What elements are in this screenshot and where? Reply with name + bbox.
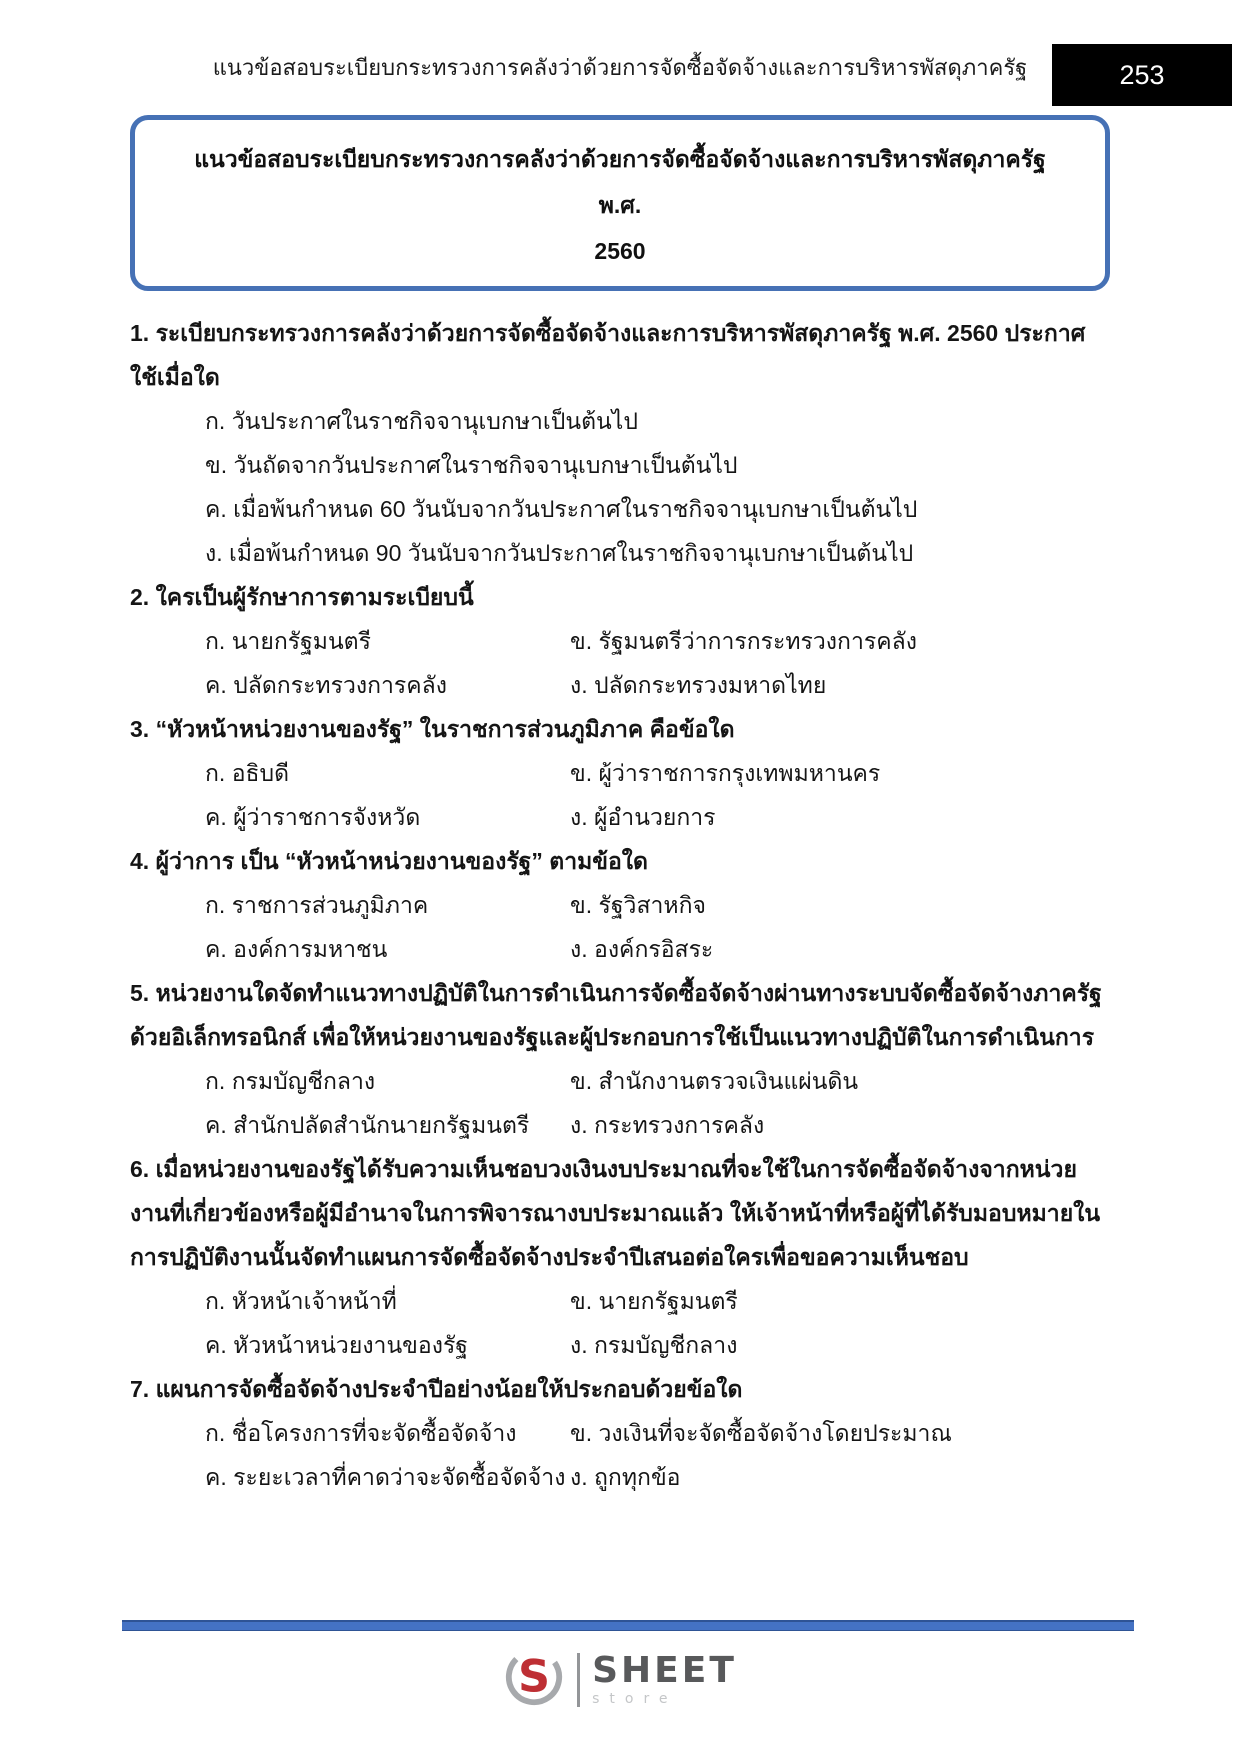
- question-stem: 6. เมื่อหน่วยงานของรัฐได้รับความเห็นชอบวงเงินงบประมาณที่จะใช้ในการจัดซื้อจัดจ้างจากหน่วยงานที่เกี่ยวข้องหรือผู้มีอำนาจในการพิจารณางบประมาณแล้ว ให้เจ้าหน้าที่หรือผู้ที่ได้รับมอบหมายในการปฏิบัติงานนั้นจัดทำแผนการจัดซื้อจัดจ้างประจำปีเสนอต่อใครเพื่อขอความเห็นชอบ: [130, 1156, 1101, 1270]
- choice-item: ง. ผู้อำนวยการ: [570, 804, 716, 830]
- choice-row: [205, 1411, 1108, 1455]
- choice-item: ง. ถูกทุกข้อ: [570, 1464, 681, 1490]
- question-block: [130, 1367, 1108, 1499]
- choice-row: [205, 1279, 1108, 1323]
- choice-item: ง. ปลัดกระทรวงมหาดไทย: [570, 672, 827, 698]
- question-block: [130, 707, 1108, 839]
- question-block: [130, 311, 1108, 575]
- choice-item: ค. ผู้ว่าราชการจังหวัด: [205, 804, 421, 830]
- question-block: [130, 971, 1108, 1147]
- question-stem: 5. หน่วยงานใดจัดทำแนวทางปฏิบัติในการดำเนินการจัดซื้อจัดจ้างผ่านทางระบบจัดซื้อจัดจ้างภาครัฐด้วยอิเล็กทรอนิกส์ เพื่อให้หน่วยงานของรัฐและผู้ประกอบการใช้เป็นแนวทางปฏิบัติในการดำเนินการ: [130, 980, 1102, 1050]
- choice-item: ข. วงเงินที่จะจัดซื้อจัดจ้างโดยประมาณ: [570, 1420, 952, 1446]
- running-header: แนวข้อสอบระเบียบกระทรวงการคลังว่าด้วยการจัดซื้อจัดจ้างและการบริหารพัสดุภาครัฐ: [212, 55, 1028, 80]
- choice-item: ก. นายกรัฐมนตรี: [205, 628, 371, 654]
- choice-row: [205, 1059, 1108, 1103]
- choice-row: [205, 619, 1108, 663]
- choice-row: [205, 1455, 1108, 1499]
- sheet-store-logo-icon: [503, 1646, 565, 1713]
- svg-text:S: S: [518, 1650, 551, 1703]
- question-block: [130, 1147, 1108, 1367]
- choice-item: ง. กระทรวงการคลัง: [570, 1112, 765, 1138]
- choice-item: ง. องค์กรอิสระ: [570, 936, 714, 962]
- choice-item: ข. ผู้ว่าราชการกรุงเทพมหานคร: [570, 760, 881, 786]
- title-box: [130, 115, 1110, 291]
- choice-item: ง. เมื่อพ้นกำหนด 90 วันนับจากวันประกาศในราชกิจจานุเบกษาเป็นต้นไป: [205, 540, 914, 566]
- logo-divider-bar: [577, 1653, 580, 1707]
- choice-item: ข. นายกรัฐมนตรี: [570, 1288, 738, 1314]
- choice-row: [205, 795, 1108, 839]
- title-line-1: แนวข้อสอบระเบียบกระทรวงการคลังว่าด้วยการจัดซื้อจัดจ้างและการบริหารพัสดุภาครัฐ พ.ศ.: [194, 146, 1046, 218]
- choice-row: [205, 883, 1108, 927]
- choice-item: ก. อธิบดี: [205, 760, 290, 786]
- choice-item: ข. สำนักงานตรวจเงินแผ่นดิน: [570, 1068, 859, 1094]
- choice-item: ข. รัฐมนตรีว่าการกระทรวงการคลัง: [570, 628, 917, 654]
- logo-brand-subtext: store: [592, 1691, 678, 1707]
- question-stem: 2. ใครเป็นผู้รักษาการตามระเบียบนี้: [130, 584, 474, 610]
- choice-item: ก. วันประกาศในราชกิจจานุเบกษาเป็นต้นไป: [205, 408, 638, 434]
- choice-item: ค. ระยะเวลาที่คาดว่าจะจัดซื้อจัดจ้าง: [205, 1464, 566, 1490]
- page-number: 253: [1119, 59, 1165, 90]
- question-block: [130, 839, 1108, 971]
- choice-item: ง. กรมบัญชีกลาง: [570, 1332, 738, 1358]
- choice-item: ค. องค์การมหาชน: [205, 936, 388, 962]
- question-stem: 3. “หัวหน้าหน่วยงานของรัฐ” ในราชการส่วนภูมิภาค คือข้อใด: [130, 716, 735, 742]
- question-stem: 7. แผนการจัดซื้อจัดจ้างประจำปีอย่างน้อยให้ประกอบด้วยข้อใด: [130, 1376, 743, 1402]
- choice-row: [205, 751, 1108, 795]
- choice-item: ก. ราชการส่วนภูมิภาค: [205, 892, 429, 918]
- page-number-badge: [1052, 44, 1232, 106]
- choice-item: ก. กรมบัญชีกลาง: [205, 1068, 376, 1094]
- choice-item: ก. ชื่อโครงการที่จะจัดซื้อจัดจ้าง: [205, 1420, 517, 1446]
- logo-brand-text: SHEET: [592, 1650, 737, 1691]
- choice-item: ก. หัวหน้าเจ้าหน้าที่: [205, 1288, 397, 1314]
- choice-row: [205, 663, 1108, 707]
- questions-area: [130, 311, 1108, 1499]
- title-line-2: 2560: [594, 238, 646, 264]
- choice-row: [205, 1103, 1108, 1147]
- choice-item: ค. เมื่อพ้นกำหนด 60 วันนับจากวันประกาศในราชกิจจานุเบกษาเป็นต้นไป: [205, 496, 918, 522]
- question-stem: 1. ระเบียบกระทรวงการคลังว่าด้วยการจัดซื้อจัดจ้างและการบริหารพัสดุภาครัฐ พ.ศ. 2560 ประกาศใช้เมื่อใด: [130, 320, 1086, 390]
- sheet-store-logo: [0, 1646, 1240, 1713]
- choice-row: [205, 927, 1108, 971]
- choice-item: ข. รัฐวิสาหกิจ: [570, 892, 706, 918]
- question-block: [130, 575, 1108, 707]
- choice-item: ข. วันถัดจากวันประกาศในราชกิจจานุเบกษาเป็นต้นไป: [205, 452, 738, 478]
- question-stem: 4. ผู้ว่าการ เป็น “หัวหน้าหน่วยงานของรัฐ” ตามข้อใด: [130, 848, 648, 874]
- choice-item: ค. หัวหน้าหน่วยงานของรัฐ: [205, 1332, 468, 1358]
- choice-item: ค. สำนักปลัดสำนักนายกรัฐมนตรี: [205, 1112, 530, 1138]
- footer-divider-rule: [122, 1620, 1134, 1631]
- choice-row: [205, 1323, 1108, 1367]
- choice-item: ค. ปลัดกระทรวงการคลัง: [205, 672, 447, 698]
